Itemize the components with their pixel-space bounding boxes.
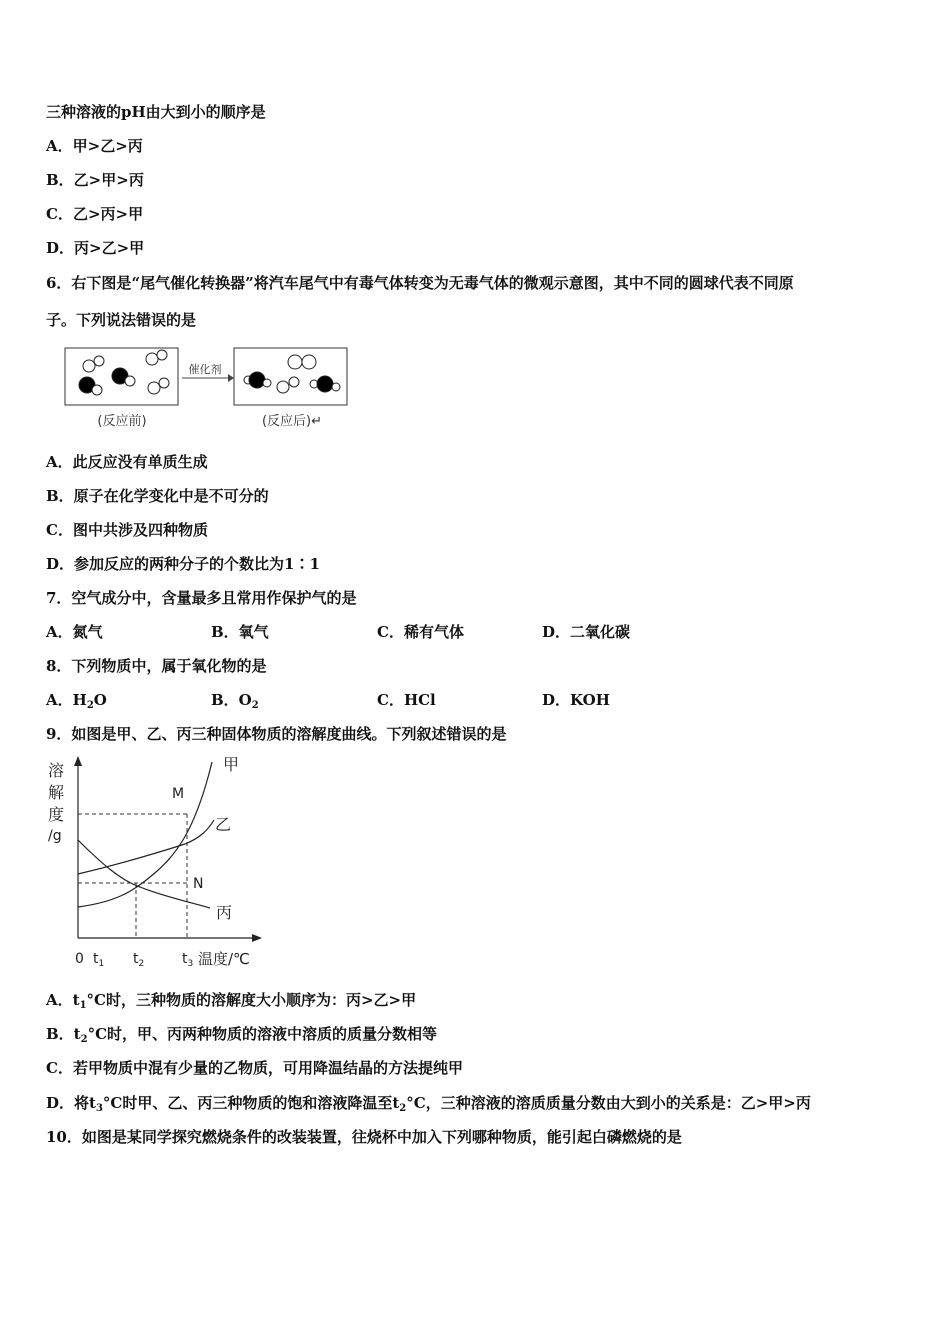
q6-stem-line2: 子。下列说法错误的是 <box>46 311 197 329</box>
q6-option-a: A．此反应没有单质生成 <box>46 453 208 471</box>
q8-option-d: D．KOH <box>542 691 610 709</box>
curve-label-bing: 丙 <box>216 903 233 922</box>
q7-stem: 7．空气成分中，含量最多且常用作保护气的是 <box>46 589 357 607</box>
q7-option-a: A．氮气 <box>46 623 103 641</box>
y-label-1: 溶 <box>48 761 65 780</box>
q8-option-c: C．HCl <box>377 691 436 709</box>
tick-t2: $t_2$ <box>133 951 145 969</box>
curve-jia <box>78 762 212 907</box>
solubility-chart <box>40 752 280 974</box>
y-axis-arrow-icon <box>74 756 82 766</box>
q6-stem-line1: 6．右下图是“尾气催化转换器”将汽车尾气中有毒气体转变为无毒气体的微观示意图，其中不同的圆球代表不同原 <box>46 274 794 292</box>
reaction-diagram <box>60 344 360 434</box>
q9-option-c: C．若甲物质中混有少量的乙物质，可用降温结晶的方法提纯甲 <box>46 1059 463 1077</box>
before-label: (反应前) <box>97 414 147 429</box>
tick-t3: $t_3$ <box>182 951 194 969</box>
point-label-n: N <box>193 876 204 892</box>
y-label-3: 度 <box>48 805 65 824</box>
q6-option-c: C．图中共涉及四种物质 <box>46 521 208 539</box>
q9-option-d: D．将$t_3^\circ C$时甲、乙、丙三种物质的饱和溶液降温至$t_2^\circ C$，三种溶液的溶质质量分数由大到小的关系是：乙>甲>丙 <box>46 1094 811 1114</box>
tick-t1: $t_1$ <box>93 951 105 969</box>
tick-origin: 0 <box>75 951 84 967</box>
y-label-2: 解 <box>48 783 65 802</box>
x-label: 温度/℃ <box>198 950 250 968</box>
x-axis-arrow-icon <box>252 934 262 942</box>
q5-option-b: B．乙>甲>丙 <box>46 171 144 189</box>
q9-option-b: B．$t_2^\circ C$时，甲、丙两种物质的溶液中溶质的质量分数相等 <box>46 1025 438 1045</box>
q9-option-a: A．$t_1^\circ C$时，三种物质的溶解度大小顺序为：丙>乙>甲 <box>46 991 417 1011</box>
q5-option-d: D．丙>乙>甲 <box>46 239 145 257</box>
q5-stem: 三种溶液的pH由大到小的顺序是 <box>46 103 266 121</box>
q8-option-a: A．$H_2O$ <box>46 691 107 711</box>
q8-stem: 8．下列物质中，属于氧化物的是 <box>46 657 267 675</box>
point-label-m: M <box>172 786 185 802</box>
q10-stem: 10．如图是某同学探究燃烧条件的改装装置，往烧杯中加入下列哪种物质，能引起白磷燃烧的是 <box>46 1128 682 1146</box>
y-label-4: /g <box>48 828 62 844</box>
q7-option-d: D．二氧化碳 <box>542 623 631 641</box>
catalyst-label: 催化剂 <box>188 363 222 376</box>
curve-label-jia: 甲 <box>223 755 240 774</box>
q5-option-c: C．乙>丙>甲 <box>46 205 144 223</box>
curve-yi <box>78 820 214 874</box>
after-label: (反应后)↵ <box>261 414 323 429</box>
q5-option-a: A．甲>乙>丙 <box>46 137 143 155</box>
arrowhead-icon <box>228 374 234 382</box>
q7-option-c: C．稀有气体 <box>377 623 464 641</box>
q9-stem: 9．如图是甲、乙、丙三种固体物质的溶解度曲线。下列叙述错误的是 <box>46 725 507 743</box>
q6-option-d: D．参加反应的两种分子的个数比为1∶1 <box>46 555 320 573</box>
q6-option-b: B．原子在化学变化中是不可分的 <box>46 487 269 505</box>
curve-label-yi: 乙 <box>215 815 232 834</box>
curve-bing <box>78 840 210 908</box>
q8-option-b: B．$O_2$ <box>211 691 259 711</box>
q7-option-b: B．氧气 <box>211 623 269 641</box>
